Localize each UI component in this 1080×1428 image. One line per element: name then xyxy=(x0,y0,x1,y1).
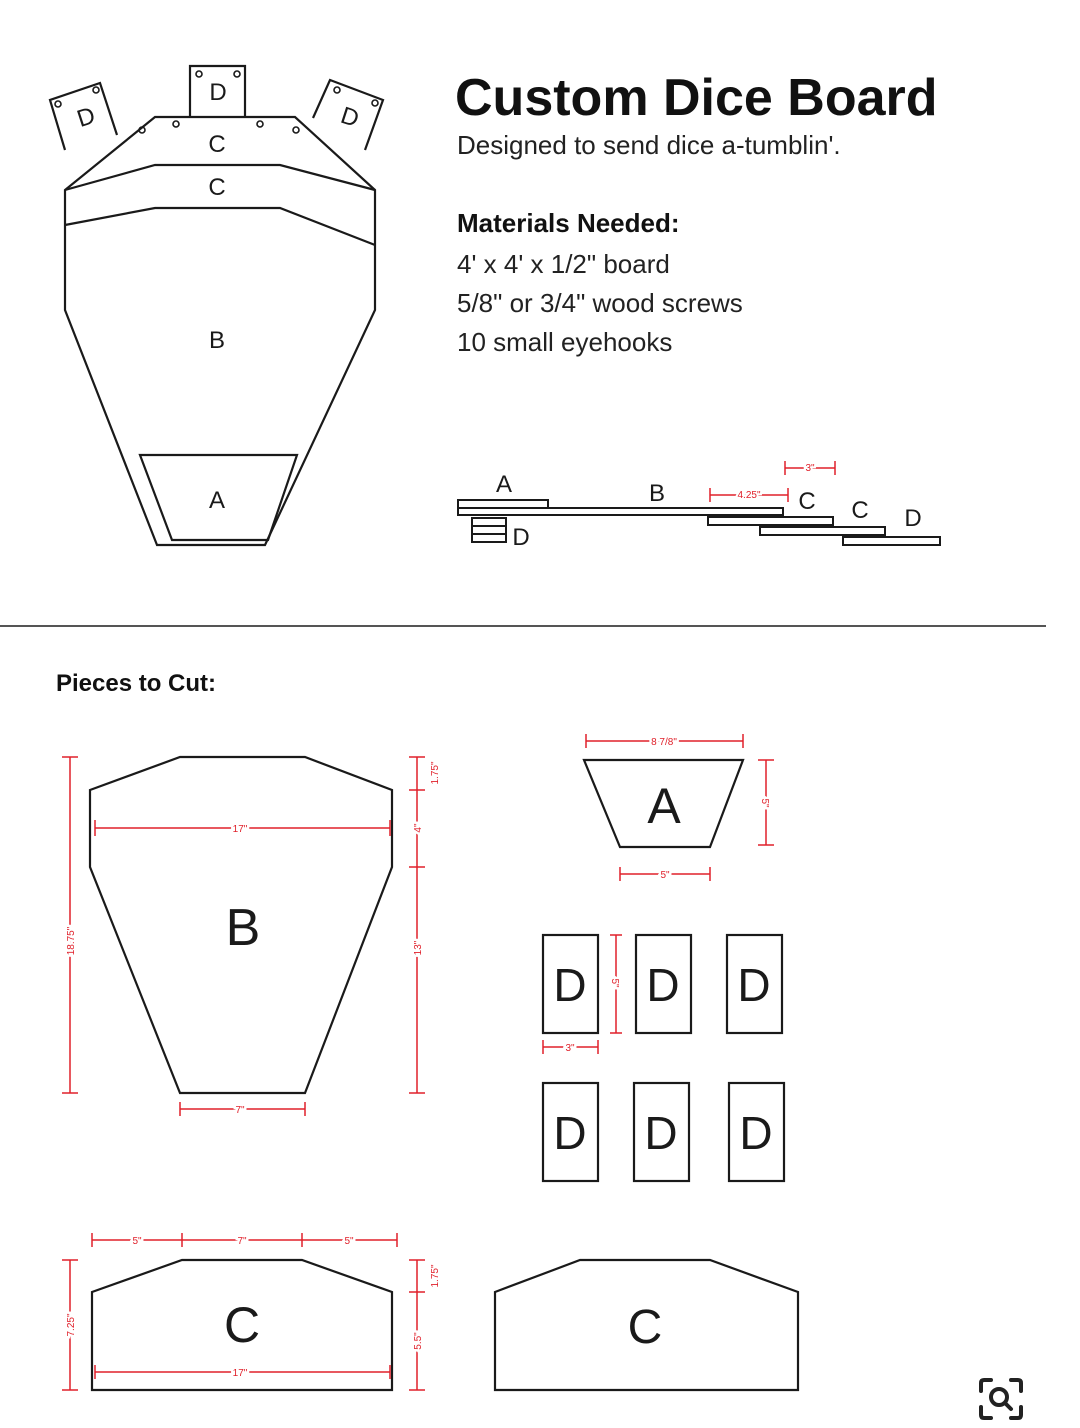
assembly-label-a: A xyxy=(208,487,226,514)
piece-b-dim-taper: 1.75" xyxy=(430,761,441,785)
piece-a-dim-top: 8 7/8" xyxy=(651,737,677,748)
side-label-b: B xyxy=(648,480,666,507)
piece-d-dim-width: 3" xyxy=(565,1043,575,1054)
piece-c-dim-side: 5.5" xyxy=(413,1332,424,1350)
materials-item: 5/8" or 3/4" wood screws xyxy=(457,288,743,318)
piece-b-dim-height: 18.75" xyxy=(66,926,77,956)
side-label-c2: C xyxy=(851,497,869,524)
assembly-top-view xyxy=(0,0,420,570)
piece-b-dim-lower: 13" xyxy=(413,940,424,956)
piece-c-dim-left: 5" xyxy=(132,1236,142,1247)
side-label-d-base: D xyxy=(512,524,530,551)
piece-a-label: A xyxy=(647,778,681,834)
side-dim-step: 3" xyxy=(805,463,815,474)
page-title: Custom Dice Board xyxy=(455,69,938,127)
piece-b-diagram xyxy=(40,745,500,1116)
side-dim-offset: 4.25" xyxy=(737,490,761,501)
piece-c2-diagram xyxy=(485,1245,815,1405)
lens-search-icon[interactable] xyxy=(975,1375,1027,1423)
materials-item: 4' x 4' x 1/2" board xyxy=(457,249,670,279)
side-view-diagram xyxy=(450,455,950,565)
piece-c-dim-height: 7.25" xyxy=(66,1313,77,1337)
materials-item: 10 small eyehooks xyxy=(457,327,673,357)
piece-c2-label: C xyxy=(627,1301,663,1354)
piece-c-diagram xyxy=(40,1220,500,1420)
assembly-label-d-right: D xyxy=(337,101,363,133)
page-subtitle: Designed to send dice a-tumblin'. xyxy=(457,130,841,160)
piece-d-label: D xyxy=(737,959,771,1011)
pieces-d-diagram xyxy=(530,925,800,1185)
piece-d-label: D xyxy=(553,959,587,1011)
piece-c-dim-bottom: 17" xyxy=(232,1368,248,1379)
side-label-c1: C xyxy=(798,488,816,515)
piece-d-label: D xyxy=(739,1107,773,1159)
piece-d-label: D xyxy=(644,1107,678,1159)
section-divider xyxy=(0,625,1046,627)
piece-c-dim-right: 5" xyxy=(344,1236,354,1247)
assembly-label-c-top: C xyxy=(208,131,226,158)
materials-heading: Materials Needed: xyxy=(457,208,680,238)
side-label-a: A xyxy=(495,471,513,498)
assembly-label-d-left: D xyxy=(73,101,99,133)
piece-b-dim-top: 17" xyxy=(232,824,248,835)
materials-list xyxy=(457,246,743,363)
assembly-label-c-mid: C xyxy=(208,174,226,201)
piece-a-dim-bottom: 5" xyxy=(660,870,670,881)
piece-c-dim-middle: 7" xyxy=(237,1236,247,1247)
pieces-heading: Pieces to Cut: xyxy=(56,670,217,697)
piece-b-dim-bottom: 7" xyxy=(235,1105,245,1116)
piece-b-dim-upper: 4" xyxy=(413,823,424,833)
assembly-label-d-center: D xyxy=(209,79,227,106)
assembly-label-b: B xyxy=(208,327,226,354)
piece-d-dim-height: 5" xyxy=(609,978,620,988)
side-label-d-end: D xyxy=(904,505,922,532)
piece-a-dim-height: 5" xyxy=(759,798,770,808)
piece-c-dim-taper: 1.75" xyxy=(430,1264,441,1288)
piece-a-diagram xyxy=(570,725,790,885)
piece-d-label: D xyxy=(646,959,680,1011)
piece-b-label: B xyxy=(225,899,261,957)
piece-d-label: D xyxy=(553,1107,587,1159)
piece-c-label: C xyxy=(223,1297,261,1353)
